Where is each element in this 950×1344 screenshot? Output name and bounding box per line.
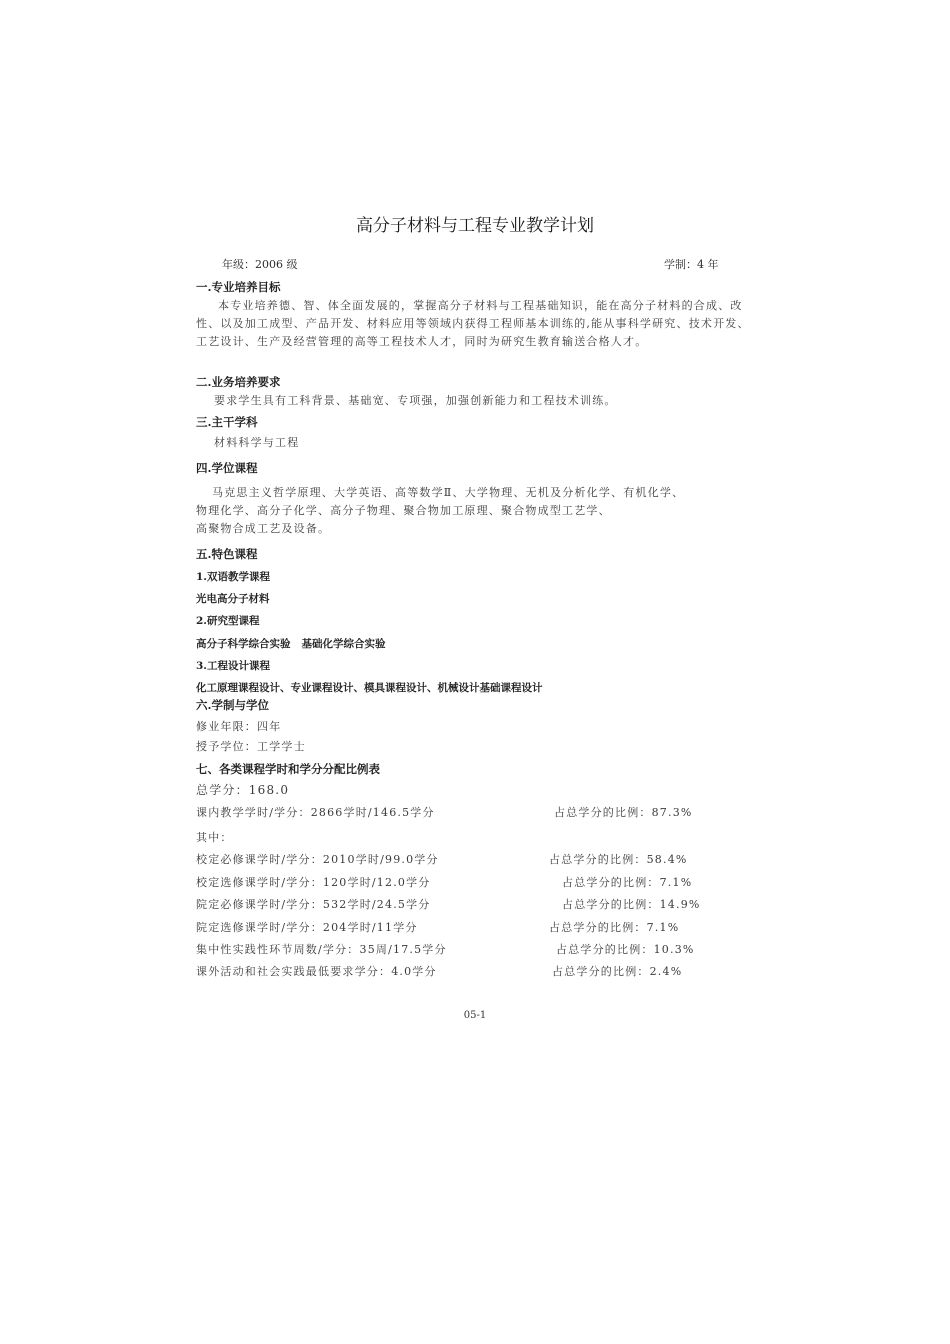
section-2-text: 要求学生具有工科背景、基础宽、专项强，加强创新能力和工程技术训练。: [214, 394, 617, 407]
page-title: 高分子材料与工程专业教学计划: [356, 216, 594, 236]
credit-row-label: 课内教学学时/学分：2866学时/146.5学分: [196, 806, 435, 819]
page-number: 05-1: [463, 1010, 487, 1021]
section-3-heading: 三.主干学科: [196, 415, 258, 429]
credit-row-ratio: 占总学分的比例：7.1%: [549, 921, 680, 934]
section-4-heading: 四.学位课程: [196, 461, 258, 475]
section-5-sub-3-text: 化工原理课程设计、专业课程设计、模具课程设计、机械设计基础课程设计: [196, 682, 543, 694]
section-5-sub-2-text: 高分子科学综合实验 基础化学综合实验: [196, 638, 386, 650]
among-label: 其中：: [196, 831, 233, 844]
credit-row-ratio: 占总学分的比例：7.1%: [562, 876, 693, 889]
credit-row-label: 校定必修课学时/学分：2010学时/99.0学分: [196, 853, 439, 866]
section-1-heading: 一.专业培养目标: [196, 280, 281, 294]
credit-row-label: 院定必修课学时/学分：532学时/24.5学分: [196, 898, 431, 911]
credit-row-label: 集中性实践性环节周数/学分：35周/17.5学分: [196, 943, 447, 956]
credit-row-ratio: 占总学分的比例：14.9%: [562, 898, 701, 911]
section-5-sub-1-text: 光电高分子材料: [196, 593, 270, 605]
credit-row-ratio: 占总学分的比例：87.3%: [554, 806, 693, 819]
section-6-heading: 六.学制与学位: [196, 698, 270, 712]
credit-row-ratio: 占总学分的比例：2.4%: [552, 965, 683, 978]
section-4-line-3: 高聚物合成工艺及设备。: [196, 522, 331, 535]
section-2-heading: 二.业务培养要求: [196, 375, 281, 389]
section-5-sub-1: 1.双语教学课程: [196, 571, 270, 583]
credit-row-ratio: 占总学分的比例：10.3%: [556, 943, 695, 956]
section-6-line-1: 修业年限：四年: [196, 720, 282, 733]
credit-row-label: 院定选修课学时/学分：204学时/11学分: [196, 921, 418, 934]
grade-label: 年级：2006 级: [222, 258, 298, 271]
section-4-line-1: 马克思主义哲学原理、大学英语、高等数学Ⅱ、大学物理、无机及分析化学、有机化学、: [212, 486, 685, 499]
section-4-line-2: 物理化学、高分子化学、高分子物理、聚合物加工原理、聚合物成型工艺学、: [196, 504, 611, 517]
section-6-line-2: 授予学位：工学学士: [196, 740, 306, 753]
credit-row-ratio: 占总学分的比例：58.4%: [549, 853, 688, 866]
section-5-sub-2: 2.研究型课程: [196, 615, 260, 627]
credit-row-label: 校定选修课学时/学分：120学时/12.0学分: [196, 876, 431, 889]
total-credits: 总学分：168.0: [196, 783, 290, 797]
credit-row-label: 课外活动和社会实践最低要求学分：4.0学分: [196, 965, 437, 978]
section-5-sub-3: 3.工程设计课程: [196, 660, 270, 672]
section-1-text: 本专业培养德、智、体全面发展的，掌握高分子材料与工程基础知识，能在高分子材料的合成、改性、以及加工成型、产品开发、材料应用等领域内获得工程师基本训练的,能从事科学研究、技术开发、工艺设计、生产及经营管理的高等工程技术人才，同时为研究生教育输送合格人才。: [196, 299, 750, 348]
section-3-text: 材料科学与工程: [214, 436, 300, 449]
section-7-heading: 七、各类课程学时和学分分配比例表: [196, 762, 380, 776]
duration-label: 学制：4 年: [664, 258, 719, 271]
section-5-heading: 五.特色课程: [196, 547, 258, 561]
